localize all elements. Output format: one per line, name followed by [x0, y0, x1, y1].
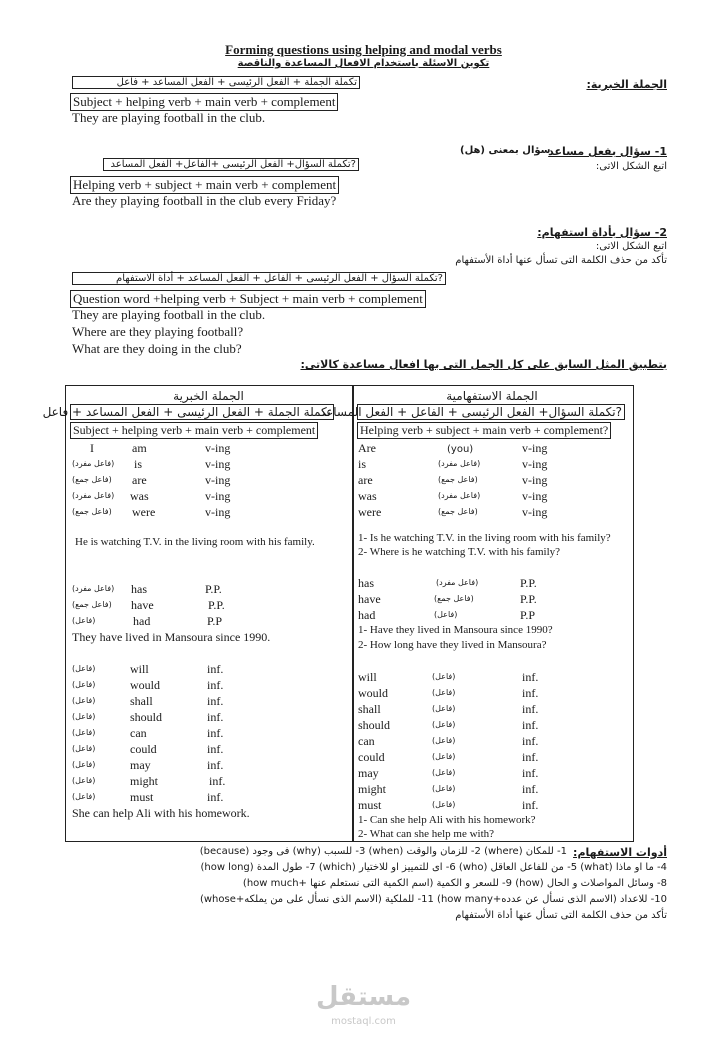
left-have-verb: has — [131, 582, 147, 596]
right-be-verb: is — [358, 457, 367, 471]
left-modal-form: inf. — [207, 726, 224, 740]
left-be-verb: are — [132, 473, 147, 487]
left-modal-form: inf. — [207, 790, 224, 804]
right-modal-tag: (فاعل) — [432, 736, 456, 745]
left-be-form: v-ing — [205, 505, 231, 519]
left-formula-en: Subject + helping verb + main verb + complement — [70, 422, 318, 439]
right-be-form: v-ing — [522, 473, 548, 487]
q2-label: 2- سؤال بأداة استفهام: — [537, 226, 667, 239]
watermark-logo: مستقل — [315, 982, 412, 1012]
left-modal-verb: should — [130, 710, 163, 724]
q1-label: 1- سؤال بفعل مساعد — [548, 145, 667, 158]
right-modal-form: inf. — [522, 766, 539, 780]
left-modal-tag: (فاعل) — [72, 744, 96, 753]
right-be-verb: are — [358, 473, 373, 487]
left-have-tag: (فاعل جمع) — [72, 600, 112, 609]
right-modal-tag: (فاعل) — [432, 720, 456, 729]
right-modal-tag: (فاعل) — [432, 672, 456, 681]
left-modal-form: inf. — [207, 742, 224, 756]
statement-formula-en: Subject + helping verb + main verb + complement — [70, 93, 338, 111]
left-be-tag: (فاعل جمع) — [72, 507, 112, 516]
left-have-tag: (فاعل مفرد) — [72, 584, 115, 593]
right-modal-verb: will — [358, 670, 377, 684]
right-be-tag: (فاعل جمع) — [438, 507, 478, 516]
left-header: الجملة الخبرية — [173, 389, 244, 403]
left-modal-verb: shall — [130, 694, 153, 708]
right-modal-verb: can — [358, 734, 375, 748]
right-modal-form: inf. — [522, 702, 539, 716]
right-have-verb: had — [358, 608, 376, 622]
right-have-form: P.P — [520, 608, 536, 622]
left-have-form: P.P. — [205, 582, 222, 596]
left-have-form: P.P. — [208, 598, 225, 612]
right-have-verb: has — [358, 576, 374, 590]
right-modal-form: inf. — [522, 734, 539, 748]
right-have-verb: have — [358, 592, 381, 606]
right-modal-form: inf. — [522, 718, 539, 732]
left-modal-form: inf. — [207, 694, 224, 708]
left-modal-verb: will — [130, 662, 149, 676]
q1-example: Are they playing football in the club every Friday? — [72, 193, 337, 208]
q2-example-3: What are they doing in the club? — [72, 341, 242, 356]
tools-line-1: 1- للمكان (where) 2- للزمان والوقت (when) 3- للسبب (why) فى وجود (because) — [199, 846, 567, 857]
left-modal-verb: can — [130, 726, 147, 740]
left-have-verb: have — [131, 598, 154, 612]
right-modal-form: inf. — [522, 782, 539, 796]
right-formula-en: Helping verb + subject + main verb + complement? — [357, 422, 611, 439]
left-have-verb: had — [133, 614, 151, 628]
left-be-tag: (فاعل مفرد) — [72, 491, 115, 500]
tools-line-2: 4- ما او ماذا (what) 5- من للفاعل العاقل (who) 6- اى للتمييز او للاختيار (which) 7- طول المدة (how long) — [200, 862, 667, 873]
left-modal-tag: (فاعل) — [72, 712, 96, 721]
right-be-tag: (فاعل مفرد) — [438, 459, 481, 468]
left-be-subject: I — [90, 441, 94, 455]
left-modal-tag: (فاعل) — [72, 680, 96, 689]
statement-label: الجملة الخبرية: — [586, 78, 667, 91]
statement-example: They are playing football in the club. — [72, 110, 266, 125]
left-modal-form: inf. — [207, 662, 224, 676]
right-be-tag: (you) — [447, 444, 474, 455]
q2-instruction: اتبع الشكل الاتى: — [595, 241, 667, 252]
page-title-arabic: تكوين الاسئلة باستخدام الافعال المساعدة والناقصة — [237, 58, 490, 69]
right-modal-verb: should — [358, 718, 391, 732]
q2-example-2: Where are they playing football? — [72, 324, 244, 339]
left-modal-tag: (فاعل) — [72, 792, 96, 801]
left-have-example: They have lived in Mansoura since 1990. — [72, 630, 271, 644]
right-modal-tag: (فاعل) — [432, 752, 456, 761]
right-modal-tag: (فاعل) — [432, 768, 456, 777]
right-modal-form: inf. — [522, 750, 539, 764]
left-be-verb: am — [132, 441, 147, 455]
left-modal-tag: (فاعل) — [72, 760, 96, 769]
right-modal-form: inf. — [522, 670, 539, 684]
tools-note: تأكد من حذف الكلمة التى تسأل عنها أداة الأستفهام — [455, 910, 667, 921]
left-modal-tag: (فاعل) — [72, 776, 96, 785]
right-formula-ar: ?تكملة السؤال+ الفعل الرئيسى + الفاعل + الفعل المساعد — [357, 404, 625, 420]
left-have-form: P.P — [207, 614, 223, 628]
tools-line-4: 10- للاعداد (الاسم الذى نسأل عن عدده+how many) 11- للملكية (الاسم الذى نسأل على من يملكه+whose) — [199, 894, 667, 905]
left-modal-verb: could — [130, 742, 157, 756]
question-column — [352, 385, 634, 842]
right-header: الجملة الاستفهامية — [446, 389, 538, 403]
left-modal-tag: (فاعل) — [72, 728, 96, 737]
left-be-form: v-ing — [205, 457, 231, 471]
right-have-tag: (فاعل مفرد) — [436, 578, 479, 587]
left-have-tag: (فاعل) — [72, 616, 96, 625]
right-modal-form: inf. — [522, 686, 539, 700]
right-modal-tag: (فاعل) — [432, 704, 456, 713]
left-be-example: He is watching T.V. in the living room with his family. — [75, 536, 315, 548]
page-title: Forming questions using helping and modal verbs — [225, 42, 502, 57]
q1-formula-ar: ?تكملة السؤال+ الفعل الرئيسى +الفاعل+ الفعل المساعد — [103, 158, 359, 171]
right-modal-verb: would — [358, 686, 388, 700]
right-have-form: P.P. — [520, 576, 537, 590]
left-be-form: v-ing — [205, 489, 231, 503]
right-modal-verb: could — [358, 750, 385, 764]
right-have-question-1: 1- Have they lived in Mansoura since 1990? — [358, 624, 553, 636]
left-modal-form: inf. — [207, 678, 224, 692]
left-modal-tag: (فاعل) — [72, 696, 96, 705]
right-be-form: v-ing — [522, 457, 548, 471]
q2-note: تأكد من حذف الكلمة التى تسأل عنها أداة الأستفهام — [455, 255, 667, 266]
q2-formula-en: Question word +helping verb + Subject + main verb + complement — [70, 290, 426, 308]
left-be-form: v-ing — [205, 441, 231, 455]
left-formula-ar: تكملة الجملة + الفعل الرئيسى + الفعل المساعد + فاعل — [70, 404, 334, 420]
right-be-verb: were — [358, 505, 382, 519]
right-modal-tag: (فاعل) — [432, 800, 456, 809]
left-be-tag: (فاعل مفرد) — [72, 459, 115, 468]
left-modal-example: She can help Ali with his homework. — [72, 806, 250, 820]
right-be-form: v-ing — [522, 505, 548, 519]
right-modal-verb: may — [358, 766, 379, 780]
right-be-question-1: 1- Is he watching T.V. in the living room with his family? — [358, 532, 611, 544]
watermark-url: mostaql.com — [331, 1016, 396, 1027]
right-modal-question-2: 2- What can she help me with? — [358, 828, 495, 840]
tools-label: أدوات الاستفهام: — [573, 846, 667, 859]
left-modal-form: inf. — [209, 774, 226, 788]
right-have-question-2: 2- How long have they lived in Mansoura? — [358, 639, 547, 651]
right-modal-form: inf. — [522, 798, 539, 812]
left-modal-verb: must — [130, 790, 154, 804]
left-be-tag: (فاعل جمع) — [72, 475, 112, 484]
right-modal-tag: (فاعل) — [432, 688, 456, 697]
right-have-form: P.P. — [520, 592, 537, 606]
left-modal-verb: might — [130, 774, 159, 788]
tools-line-3: 8- وسائل المواصلات و الحال (how) 9- للسعر و الكمية (اسم الكمية التى نستعلم عنها +how much) — [242, 878, 667, 889]
right-modal-verb: shall — [358, 702, 381, 716]
left-modal-verb: would — [130, 678, 160, 692]
right-be-verb: was — [358, 489, 377, 503]
left-modal-form: inf. — [207, 710, 224, 724]
right-modal-verb: might — [358, 782, 387, 796]
left-modal-tag: (فاعل) — [72, 664, 96, 673]
left-be-verb: was — [130, 489, 149, 503]
right-have-tag: (فاعل جمع) — [434, 594, 474, 603]
left-modal-form: inf. — [207, 758, 224, 772]
right-modal-tag: (فاعل) — [432, 784, 456, 793]
q1-meaning: سؤال بمعنى (هل) — [460, 145, 551, 156]
right-be-question-2: 2- Where is he watching T.V. with his family? — [358, 546, 561, 558]
left-modal-verb: may — [130, 758, 151, 772]
right-modal-question-1: 1- Can she help Ali with his homework? — [358, 814, 536, 826]
q1-instruction: اتبع الشكل الاتى: — [595, 161, 667, 172]
right-modal-verb: must — [358, 798, 382, 812]
statement-formula-ar: تكملة الجملة + الفعل الرئيسى + الفعل المساعد + فاعل — [72, 76, 360, 89]
right-be-tag: (فاعل جمع) — [438, 475, 478, 484]
apply-heading: بتطبيق المثل السابق على كل الجمل التى بها افعال مساعدة كالاتى: — [300, 358, 667, 371]
right-be-form: v-ing — [522, 441, 548, 455]
q2-example-1: They are playing football in the club. — [72, 307, 266, 322]
q2-formula-ar: ?تكملة السؤال + الفعل الرئيسى + الفاعل + الفعل المساعد + أداة الاستفهام — [72, 272, 446, 285]
right-be-form: v-ing — [522, 489, 548, 503]
right-be-verb: Are — [358, 441, 376, 455]
q1-formula-en: Helping verb + subject + main verb + complement — [70, 176, 339, 194]
left-be-verb: were — [132, 505, 156, 519]
right-be-tag: (فاعل مفرد) — [438, 491, 481, 500]
left-be-form: v-ing — [205, 473, 231, 487]
right-have-tag: (فاعل) — [434, 610, 458, 619]
left-be-verb: is — [134, 457, 143, 471]
